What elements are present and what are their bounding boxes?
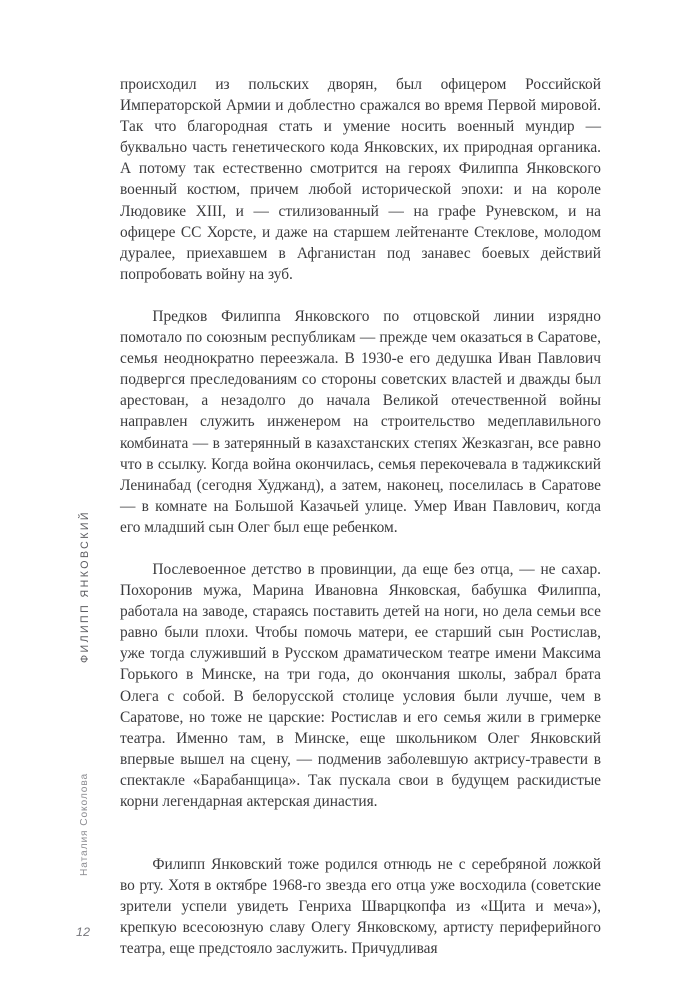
paragraph-3: Послевоенное детство в провинции, да еще без отца, — не сахар. Похоронив мужа, Марина Ивановна Янковская, бабушка Филиппа, работала на заводе, стараясь поставить детей на ноги, но дела семьи все равно были плохи. Чтобы помочь матери, ее старший сын Ростислав, уже тогда служивший в Русском драматическом театре имени Максима Горького в Минске, на три года, до окончания школы, забрал брата Олега с собой. В белорусской столице условия были лучше, чем в Саратове, но тоже не царские: Ростислав и его семья жили в гримерке театра. Именно там, в Минске, еще школьником Олег Янковский впервые вышел на сцену, — подменив заболевшую актрису-травести в спектакле «Барабанщица». Так пускала свои в будущем раскидистые корни легендарная актерская династия. (120, 560, 601, 810)
page-number: 12 (76, 925, 91, 939)
running-head-title: ФИЛИПП ЯНКОВСКИЙ (79, 510, 91, 663)
running-head-author: Наталия Соколова (79, 772, 90, 876)
paragraph-4: Филипп Янковский тоже родился отнюдь не с серебряной ложкой во рту. Хотя в октябре 1968-го звезда его отца уже восходила (советские зрители успели увидеть Генриха Шварцкопфа из «Щита и меча»), крепкую всесоюзную славу Олегу Янковскому, артисту периферийного театра, еще предстояло заслужить. Причудливая (120, 856, 601, 958)
body-text-column (120, 74, 601, 960)
paragraph-2: Предков Филиппа Янковского по отцовской линии изрядно помотало по союзным республикам — прежде чем оказаться в Саратове, семья неоднократно переезжала. В 1930-е его дедушка Иван Павлович подвергся преследованиям со стороны советских властей и дважды был арестован, а незадолго до начала Великой отечественной войны направлен служить инженером на строительство медеплавильного комбината — в затерянный в казахстанских степях Жезказган, все равно что в ссылку. Когда война окончилась, семья перекочевала в таджикский Ленинабад (сегодня Худжанд), а затем, наконец, поселилась в Саратове — в комнате на Большой Казачьей улице. Умер Иван Павлович, когда его младший сын Олег был еще ребенком. (120, 307, 601, 536)
paragraph-1: происходил из польских дворян, был офицером Российской Императорской Армии и доблестно сражался во время Первой мировой. Так что благородная стать и умение носить военный мундир — буквально часть генетического кода Янковских, их природная органика. А потому так естественно смотрится на героях Филиппа Янковского военный костюм, причем любой исторической эпохи: и на короле Людовике XIII, и — стилизованный — на графе Руневском, и на офицере СС Хорсте, и даже на старшем лейтенанте Стеклове, молодом дуралее, приехавшем в Афганистан под занавес боевых действий попробовать войну на зуб. (120, 76, 601, 283)
